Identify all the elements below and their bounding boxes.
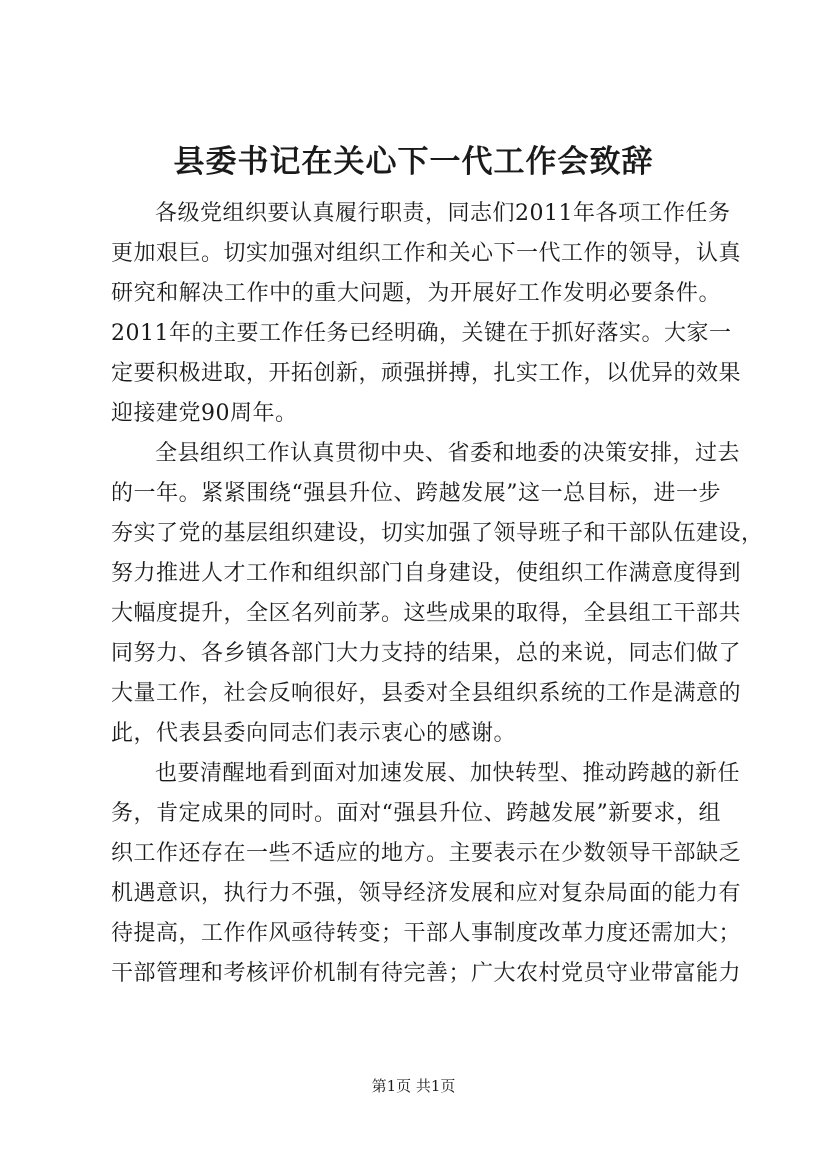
document-title: 县委书记在关心下一代工作会致辞: [173, 144, 654, 180]
text-line: 同努力、各乡镇各部门大力支持的结果，总的来说，同志们做了: [111, 641, 742, 666]
text-line: 定要积极进取，开拓创新，顽强拼搏，扎实工作，以优异的效果: [111, 361, 742, 386]
text-line: 织工作还存在一些不适应的地方。主要表示在少数领导干部缺乏: [111, 841, 742, 866]
page-number-footer: 第1页 共1页: [371, 1077, 456, 1095]
text-line: 务，肯定成果的同时。面对“强县升位、跨越发展”新要求，组: [111, 801, 721, 826]
text-line: 努力推进人才工作和组织部门自身建设，使组织工作满意度得到: [111, 561, 742, 586]
text-line: 大量工作，社会反响很好，县委对全县组织系统的工作是满意的: [111, 681, 742, 706]
text-line: 各级党组织要认真履行职责，同志们2011年各项工作任务: [155, 201, 731, 226]
text-line: 待提高，工作作风亟待转变；干部人事制度改革力度还需加大；: [111, 921, 742, 946]
text-line: 迎接建党90周年。: [111, 401, 298, 426]
document-body: [111, 194, 764, 994]
text-line: 全县组织工作认真贯彻中央、省委和地委的决策安排，过去: [155, 441, 741, 466]
text-line: 干部管理和考核评价机制有待完善；广大农村党员守业带富能力: [111, 961, 742, 986]
text-line: 2011年的主要工作任务已经明确，关键在于抓好落实。大家一: [111, 321, 732, 346]
text-line: 也要清醒地看到面对加速发展、加快转型、推动跨越的新任: [155, 761, 741, 786]
text-line: 此，代表县委向同志们表示衷心的感谢。: [111, 721, 517, 746]
text-line: 夯实了党的基层组织建设，切实加强了领导班子和干部队伍建设，: [111, 521, 764, 546]
text-line: 机遇意识，执行力不强，领导经济发展和应对复杂局面的能力有: [111, 881, 742, 906]
text-line: 更加艰巨。切实加强对组织工作和关心下一代工作的领导，认真: [111, 241, 742, 266]
text-line: 的一年。紧紧围绕“强县升位、跨越发展”这一总目标，进一步: [111, 481, 721, 506]
text-line: 大幅度提升，全区名列前茅。这些成果的取得，全县组工干部共: [111, 601, 742, 626]
text-line: 研究和解决工作中的重大问题，为开展好工作发明必要条件。: [111, 281, 721, 306]
